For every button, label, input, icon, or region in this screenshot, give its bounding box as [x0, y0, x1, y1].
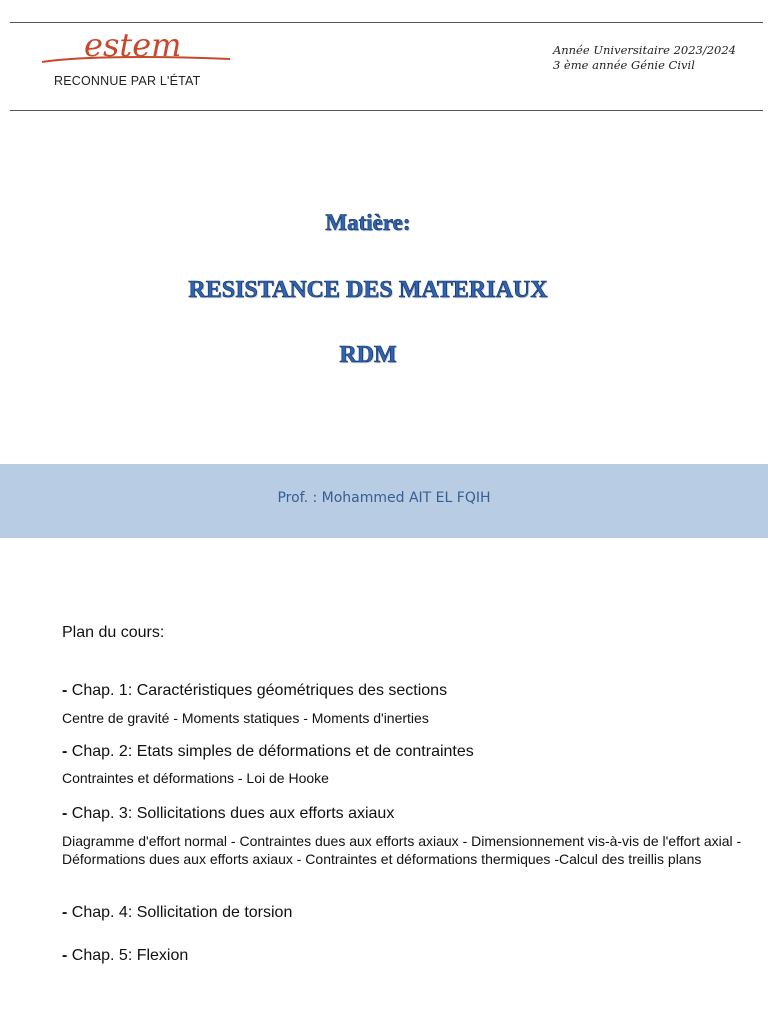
professor-band	[0, 464, 768, 538]
chapter-title-text: Chap. 4: Sollicitation de torsion	[67, 904, 293, 921]
course-abbreviation: RDM	[339, 342, 397, 368]
header-top-rule	[10, 22, 763, 23]
chapter-title-text: Chap. 2: Etats simples de déformations et de contraintes	[67, 743, 474, 760]
academic-year: Année Universitaire 2023/2024	[552, 43, 736, 57]
chapter-1-title	[62, 682, 447, 700]
svg-text:estem: estem	[84, 26, 182, 64]
program-level: 3 ème année Génie Civil	[552, 58, 695, 72]
academic-info	[553, 43, 736, 73]
professor-name: Prof. : Mohammed AIT EL FQIH	[277, 490, 491, 506]
bullet-dash: -	[62, 904, 68, 921]
bullet-dash: -	[62, 743, 68, 760]
estem-logo	[40, 26, 240, 92]
plan-label: Plan du cours:	[62, 624, 165, 641]
bullet-dash: -	[62, 682, 68, 699]
chapter-5-title	[62, 947, 188, 965]
chapter-title-text: Chap. 1: Caractéristiques géométriques des sections	[67, 682, 448, 699]
bullet-dash: -	[62, 805, 68, 822]
bullet-dash: -	[62, 947, 68, 964]
chapter-3-details: Diagramme d'effort normal - Contraintes dues aux efforts axiaux - Dimensionnement vis-à-vis de l'effort axial - Déformations dues aux efforts axiaux - Contraintes et déformations thermiques -Calcul des treillis plans	[62, 833, 742, 867]
chapter-3-title	[62, 805, 394, 823]
chapter-1-details: Centre de gravité - Moments statiques - Moments d'inerties	[62, 710, 429, 726]
chapter-2-details: Contraintes et déformations - Loi de Hooke	[62, 770, 329, 786]
chapter-title-text: Chap. 3: Sollicitations dues aux efforts axiaux	[67, 805, 395, 822]
chapter-2-title	[62, 743, 474, 761]
chapter-title-text: Chap. 5: Flexion	[67, 947, 189, 964]
logo-tagline: RECONNUE PAR L'ÉTAT	[54, 74, 201, 88]
estem-logo-mark	[40, 26, 240, 74]
course-name: RESISTANCE DES MATERIAUX	[188, 277, 548, 303]
chapter-4-title	[62, 904, 292, 922]
header-bottom-rule	[10, 110, 763, 111]
subject-label: Matière:	[325, 210, 411, 235]
